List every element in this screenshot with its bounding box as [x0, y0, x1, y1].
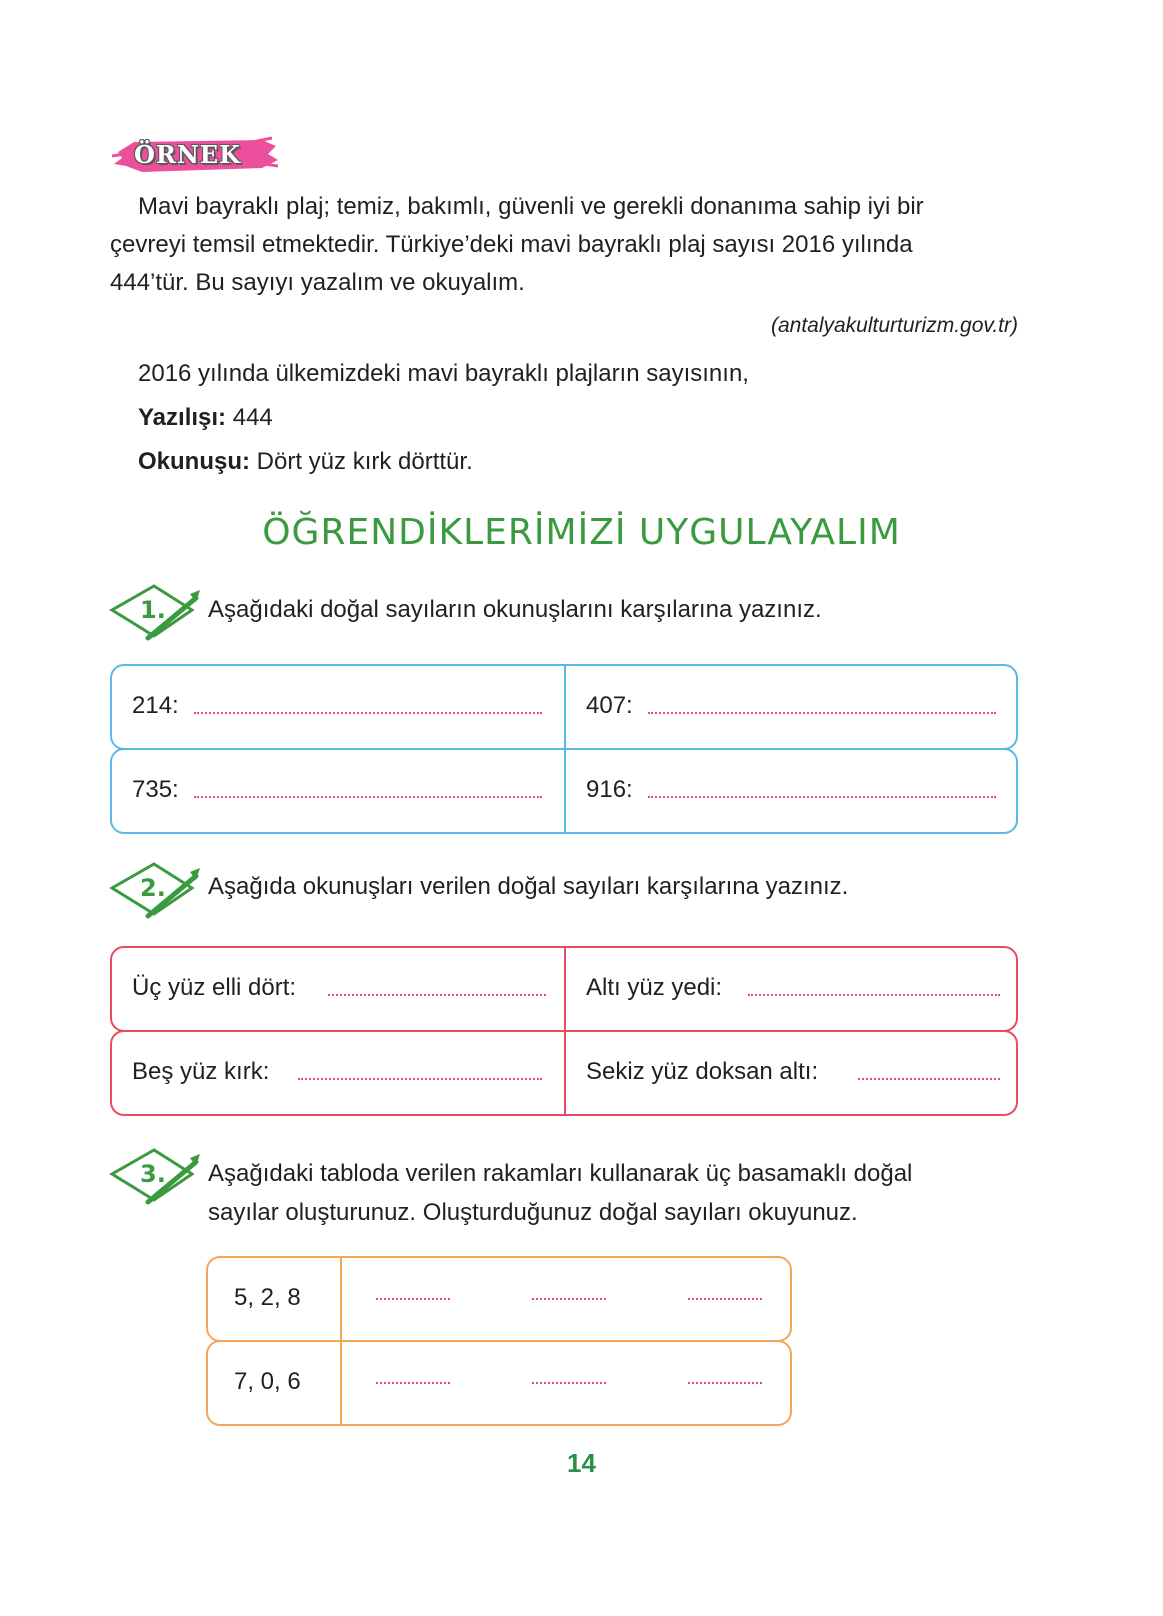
- question-text-line: sayılar oluşturunuz. Oluşturduğunuz doğal sayıları okuyunuz.: [208, 1199, 858, 1226]
- question-text: Aşağıdaki doğal sayıların okunuşlarını karşılarına yazınız.: [208, 596, 822, 623]
- answer-row: [110, 946, 1018, 1032]
- page-number: 14: [567, 1448, 596, 1478]
- digits-row: [206, 1256, 792, 1342]
- answer-blank[interactable]: [298, 1078, 542, 1080]
- example-paragraph-line: çevreyi temsil etmektedir. Türkiye’deki mavi bayraklı plaj sayısı 2016 yılında: [110, 231, 913, 258]
- example-badge-label: ÖRNEK: [134, 140, 241, 169]
- answer-blank[interactable]: [748, 994, 1000, 996]
- written-value: 444: [232, 404, 273, 431]
- answer-blank[interactable]: [648, 712, 996, 714]
- answer-blank[interactable]: [376, 1382, 450, 1384]
- answer-blank[interactable]: [194, 796, 542, 798]
- answer-blank[interactable]: [858, 1078, 1000, 1080]
- question-text-line: Aşağıdaki tabloda verilen rakamları kullanarak üç basamaklı doğal: [208, 1160, 913, 1187]
- answer-row: [110, 1030, 1018, 1116]
- example-paragraph-line: Mavi bayraklı plaj; temiz, bakımlı, güvenli ve gerekli donanıma sahip iyi bir: [138, 193, 924, 220]
- number-label: 735:: [132, 776, 179, 803]
- question-number-badge: [108, 858, 200, 922]
- written-label: Yazılışı:: [138, 404, 227, 431]
- reading-label: Okunuşu:: [138, 448, 250, 475]
- cell-divider: [564, 666, 566, 748]
- example-paragraph: [110, 188, 1020, 302]
- reading-label: Sekiz yüz doksan altı:: [586, 1058, 819, 1085]
- answer-blank[interactable]: [194, 712, 542, 714]
- digits-label: 7, 0, 6: [234, 1368, 301, 1395]
- number-label: 214:: [132, 692, 179, 719]
- question-number: 3.: [140, 1160, 166, 1188]
- answer-row: [110, 748, 1018, 834]
- answer-blank[interactable]: [688, 1382, 762, 1384]
- source-citation: (antalyakulturturizm.gov.tr): [770, 314, 1018, 337]
- answer-blank[interactable]: [688, 1298, 762, 1300]
- answer-blank[interactable]: [532, 1298, 606, 1300]
- question-number-badge: [108, 580, 200, 644]
- question-number: 2.: [140, 874, 166, 902]
- reading-value: Dört yüz kırk dörttür.: [256, 448, 473, 475]
- reading-label: Altı yüz yedi:: [586, 974, 723, 1001]
- cell-divider: [564, 750, 566, 832]
- reading-form: [138, 448, 473, 476]
- cell-divider: [564, 948, 566, 1030]
- question-number-badge: [108, 1144, 200, 1208]
- cell-divider: [340, 1258, 342, 1340]
- digits-label: 5, 2, 8: [234, 1284, 301, 1311]
- cell-divider: [340, 1342, 342, 1424]
- answer-row: [110, 664, 1018, 750]
- reading-label: Beş yüz kırk:: [132, 1058, 270, 1085]
- answer-blank[interactable]: [328, 994, 546, 996]
- number-label: 916:: [586, 776, 633, 803]
- question-number: 1.: [140, 596, 166, 624]
- example-paragraph-line: 444’tür. Bu sayıyı yazalım ve okuyalım.: [110, 269, 525, 296]
- section-title: ÖĞRENDİKLERİMİZİ UYGULAYALIM: [262, 512, 901, 553]
- digits-row: [206, 1340, 792, 1426]
- example-badge: [112, 134, 278, 176]
- question-text: [208, 1154, 1023, 1232]
- example-intro: 2016 yılında ülkemizdeki mavi bayraklı plajların sayısının,: [138, 360, 749, 387]
- answer-blank[interactable]: [532, 1382, 606, 1384]
- written-form: [138, 404, 273, 432]
- question-text: Aşağıda okunuşları verilen doğal sayıları karşılarına yazınız.: [208, 873, 849, 900]
- number-label: 407:: [586, 692, 633, 719]
- cell-divider: [564, 1032, 566, 1114]
- answer-blank[interactable]: [648, 796, 996, 798]
- reading-label: Üç yüz elli dört:: [132, 974, 297, 1001]
- answer-blank[interactable]: [376, 1298, 450, 1300]
